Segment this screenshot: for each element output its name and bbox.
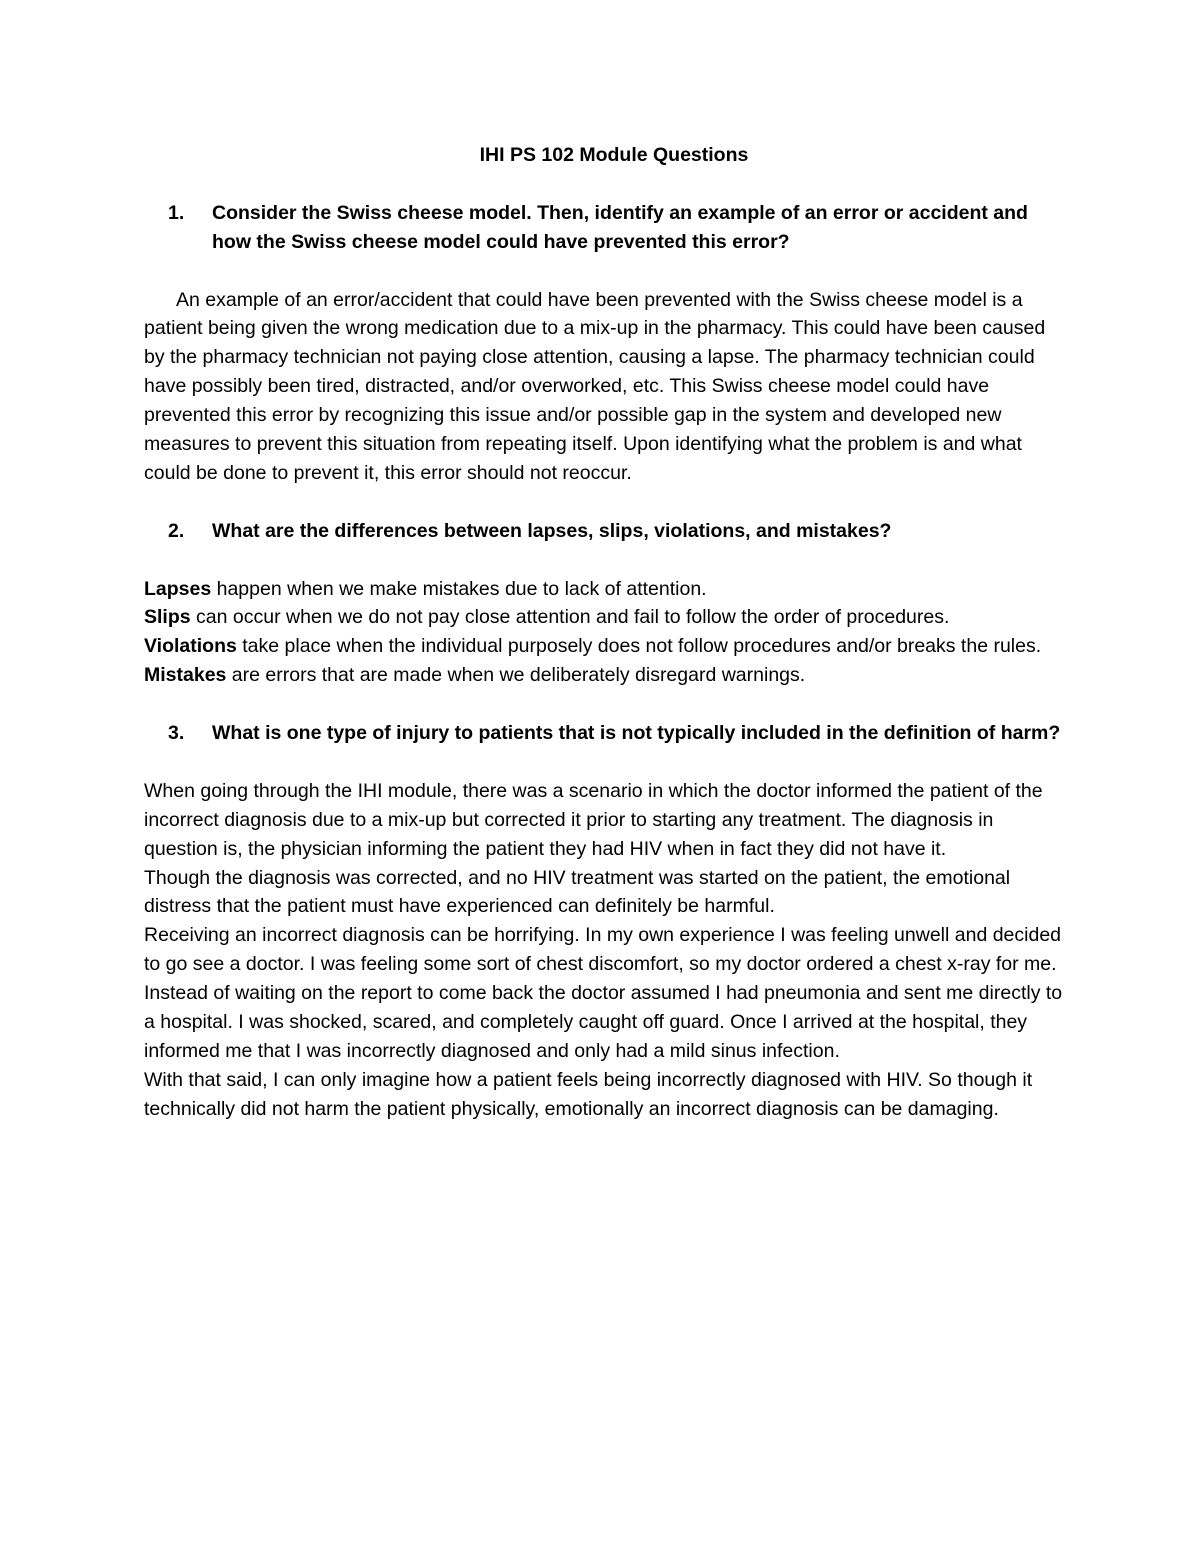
- answer-2-slips: [144, 603, 1064, 632]
- question-3-number: 3.: [168, 722, 185, 745]
- definition-slips: can occur when we do not pay close attention and fail to follow the order of procedures.: [190, 606, 950, 629]
- question-3-text: What is one type of injury to patients that is not typically included in the definition of harm?: [212, 722, 1061, 745]
- document-content: [144, 141, 1064, 1153]
- term-slips: Slips: [144, 606, 191, 629]
- answer-3-paragraph-4: With that said, I can only imagine how a patient feels being incorrectly diagnosed with HIV. So though it technically did not harm the patient physically, emotionally an incorrect diagnosis can be damaging.: [144, 1068, 1033, 1120]
- question-2-text: What are the differences between lapses, slips, violations, and mistakes?: [212, 519, 892, 542]
- question-1-text: Consider the Swiss cheese model. Then, identify an example of an error or accident and how the Swiss cheese model could have prevented this error?: [212, 201, 1028, 253]
- question-2: [144, 517, 1064, 546]
- answer-3-paragraph-3: Receiving an incorrect diagnosis can be horrifying. In my own experience I was feeling unwell and decided to go see a doctor. I was feeling some sort of chest discomfort, so my doctor ordered a chest x-ray for me. Instead of waiting on the report to come back the doctor assumed I had pneumonia and sent me directly to a hospital. I was shocked, scared, and completely caught off guard. Once I arrived at the hospital, they informed me that I was incorrectly diagnosed and only had a mild sinus infection.: [144, 924, 1063, 1062]
- term-lapses: Lapses: [144, 577, 212, 600]
- question-1-number: 1.: [168, 201, 185, 224]
- question-1: [144, 199, 1064, 257]
- definition-lapses: happen when we make mistakes due to lack of attention.: [211, 577, 707, 600]
- term-violations: Violations: [144, 635, 237, 658]
- question-3: [144, 719, 1064, 748]
- answer-2-violations: [144, 632, 1064, 661]
- term-mistakes: Mistakes: [144, 664, 227, 687]
- answer-2: [144, 575, 1064, 691]
- answer-2-lapses: [144, 575, 1064, 604]
- answer-3-paragraph-2: Though the diagnosis was corrected, and no HIV treatment was started on the patient, the emotional distress that the patient must have experienced can definitely be harmful.: [144, 866, 1011, 918]
- answer-1: An example of an error/accident that could have been prevented with the Swiss cheese model is a patient being given the wrong medication due to a mix-up in the pharmacy. This could have been caused by the pharmacy technician not paying close attention, causing a lapse. The pharmacy technician could have possibly been tired, distracted, and/or overworked, etc. This Swiss cheese model could have prevented this error by recognizing this issue and/or possible gap in the system and developed new measures to prevent this situation from repeating itself. Upon identifying what the problem is and what could be done to prevent it, this error should not reoccur.: [144, 288, 1046, 484]
- definition-violations: take place when the individual purposely does not follow procedures and/or breaks the rules.: [236, 635, 1042, 658]
- answer-3-paragraph-1: When going through the IHI module, there was a scenario in which the doctor informed the patient of the incorrect diagnosis due to a mix-up but corrected it prior to starting any treatment. The diagnosis in question is, the physician informing the patient they had HIV when in fact they did not have it.: [144, 779, 1043, 860]
- answer-2-mistakes: [144, 661, 1064, 690]
- answer-3: [144, 777, 1064, 1124]
- definition-mistakes: are errors that are made when we deliberately disregard warnings.: [226, 664, 806, 687]
- question-2-number: 2.: [168, 519, 185, 542]
- document-title: IHI PS 102 Module Questions: [479, 144, 749, 166]
